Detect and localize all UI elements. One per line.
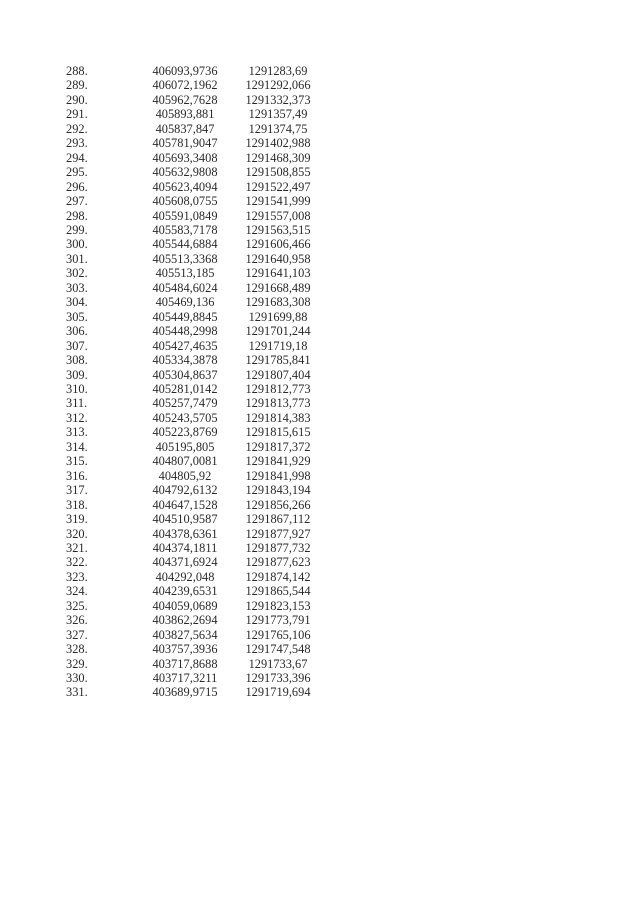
y-coordinate: 1291865,544 xyxy=(245,584,311,599)
y-coordinate: 1291668,489 xyxy=(245,280,311,295)
coordinate-table-body xyxy=(66,64,320,700)
point-number: 310. xyxy=(66,381,88,396)
table-row xyxy=(66,209,320,223)
point-number: 315. xyxy=(66,454,88,469)
table-row xyxy=(66,396,320,410)
table-row xyxy=(66,613,320,627)
x-coordinate: 403717,3211 xyxy=(152,671,218,686)
x-coordinate: 403862,2694 xyxy=(152,613,218,628)
x-coordinate: 405469,136 xyxy=(155,295,215,310)
table-row xyxy=(66,93,320,107)
x-coordinate: 404378,6361 xyxy=(152,526,218,541)
table-row xyxy=(66,685,320,699)
point-number: 322. xyxy=(66,555,88,570)
point-number: 312. xyxy=(66,410,88,425)
x-coordinate: 405544,6884 xyxy=(152,237,218,252)
y-coordinate: 1291823,153 xyxy=(245,598,311,613)
y-coordinate: 1291877,927 xyxy=(245,526,311,541)
y-coordinate: 1291812,773 xyxy=(245,381,311,396)
y-coordinate: 1291640,958 xyxy=(245,251,311,266)
point-number: 326. xyxy=(66,613,88,628)
y-coordinate: 1291719,18 xyxy=(248,338,308,353)
point-number: 302. xyxy=(66,266,88,281)
table-row xyxy=(66,570,320,584)
x-coordinate: 404805,92 xyxy=(158,468,212,483)
y-coordinate: 1291747,548 xyxy=(245,642,311,657)
point-number: 294. xyxy=(66,150,88,165)
table-row xyxy=(66,194,320,208)
point-number: 319. xyxy=(66,512,88,527)
table-row xyxy=(66,599,320,613)
table-row xyxy=(66,527,320,541)
table-row xyxy=(66,584,320,598)
x-coordinate: 404239,6531 xyxy=(152,584,218,599)
x-coordinate: 403827,5634 xyxy=(152,627,218,642)
x-coordinate: 404807,0081 xyxy=(152,454,218,469)
table-row xyxy=(66,180,320,194)
x-coordinate: 405632,9808 xyxy=(152,165,218,180)
point-number: 300. xyxy=(66,237,88,252)
point-number: 290. xyxy=(66,92,88,107)
x-coordinate: 406072,1962 xyxy=(152,78,218,93)
table-row xyxy=(66,107,320,121)
y-coordinate: 1291541,999 xyxy=(245,194,311,209)
table-row xyxy=(66,223,320,237)
y-coordinate: 1291508,855 xyxy=(245,165,311,180)
x-coordinate: 404059,0689 xyxy=(152,598,218,613)
y-coordinate: 1291843,194 xyxy=(245,483,311,498)
y-coordinate: 1291856,266 xyxy=(245,497,311,512)
y-coordinate: 1291814,383 xyxy=(245,410,311,425)
table-row xyxy=(66,237,320,251)
x-coordinate: 405623,4094 xyxy=(152,179,218,194)
point-number: 317. xyxy=(66,483,88,498)
y-coordinate: 1291468,309 xyxy=(245,150,311,165)
point-number: 293. xyxy=(66,136,88,151)
x-coordinate: 405962,7628 xyxy=(152,92,218,107)
point-number: 305. xyxy=(66,309,88,324)
x-coordinate: 405243,5705 xyxy=(152,410,218,425)
x-coordinate: 405513,3368 xyxy=(152,251,218,266)
y-coordinate: 1291719,694 xyxy=(245,685,311,700)
y-coordinate: 1291807,404 xyxy=(245,367,311,382)
table-row xyxy=(66,628,320,642)
y-coordinate: 1291283,69 xyxy=(248,64,308,78)
x-coordinate: 405427,4635 xyxy=(152,338,218,353)
table-row xyxy=(66,310,320,324)
x-coordinate: 405837,847 xyxy=(155,121,215,136)
point-number: 329. xyxy=(66,656,88,671)
x-coordinate: 405484,6024 xyxy=(152,280,218,295)
table-row xyxy=(66,425,320,439)
y-coordinate: 1291733,67 xyxy=(248,656,308,671)
y-coordinate: 1291292,066 xyxy=(245,78,311,93)
x-coordinate: 405583,7178 xyxy=(152,222,218,237)
table-row xyxy=(66,382,320,396)
x-coordinate: 403717,8688 xyxy=(152,656,218,671)
y-coordinate: 1291773,791 xyxy=(245,613,311,628)
x-coordinate: 404647,1528 xyxy=(152,497,218,512)
point-number: 323. xyxy=(66,569,88,584)
table-row xyxy=(66,136,320,150)
point-number: 313. xyxy=(66,425,88,440)
x-coordinate: 405513,185 xyxy=(155,266,215,281)
point-number: 324. xyxy=(66,584,88,599)
x-coordinate: 404371,6924 xyxy=(152,555,218,570)
table-row xyxy=(66,266,320,280)
table-row xyxy=(66,281,320,295)
point-number: 301. xyxy=(66,251,88,266)
y-coordinate: 1291606,466 xyxy=(245,237,311,252)
x-coordinate: 404374,1811 xyxy=(152,540,218,555)
point-number: 330. xyxy=(66,671,88,686)
table-row xyxy=(66,671,320,685)
y-coordinate: 1291557,008 xyxy=(245,208,311,223)
table-row xyxy=(66,541,320,555)
y-coordinate: 1291874,142 xyxy=(245,569,311,584)
y-coordinate: 1291815,615 xyxy=(245,425,311,440)
y-coordinate: 1291813,773 xyxy=(245,396,311,411)
y-coordinate: 1291733,396 xyxy=(245,671,311,686)
y-coordinate: 1291402,988 xyxy=(245,136,311,151)
table-row xyxy=(66,512,320,526)
x-coordinate: 403689,9715 xyxy=(152,685,218,700)
x-coordinate: 405591,0849 xyxy=(152,208,218,223)
x-coordinate: 405448,2998 xyxy=(152,324,218,339)
point-number: 291. xyxy=(66,107,88,122)
x-coordinate: 405893,881 xyxy=(155,107,215,122)
x-coordinate: 405608,0755 xyxy=(152,194,218,209)
point-number: 298. xyxy=(66,208,88,223)
point-number: 296. xyxy=(66,179,88,194)
y-coordinate: 1291374,75 xyxy=(248,121,308,136)
point-number: 309. xyxy=(66,367,88,382)
y-coordinate: 1291817,372 xyxy=(245,439,311,454)
point-number: 288. xyxy=(66,64,88,78)
table-row xyxy=(66,165,320,179)
point-number: 307. xyxy=(66,338,88,353)
table-row xyxy=(66,353,320,367)
y-coordinate: 1291785,841 xyxy=(245,353,311,368)
x-coordinate: 405693,3408 xyxy=(152,150,218,165)
point-number: 314. xyxy=(66,439,88,454)
table-row xyxy=(66,64,320,78)
table-row xyxy=(66,440,320,454)
table-row xyxy=(66,483,320,497)
table-row xyxy=(66,339,320,353)
point-number: 303. xyxy=(66,280,88,295)
y-coordinate: 1291699,88 xyxy=(248,309,308,324)
point-number: 318. xyxy=(66,497,88,512)
table-row xyxy=(66,295,320,309)
x-coordinate: 406093,9736 xyxy=(152,64,218,78)
table-row xyxy=(66,498,320,512)
y-coordinate: 1291765,106 xyxy=(245,627,311,642)
y-coordinate: 1291683,308 xyxy=(245,295,311,310)
point-number: 304. xyxy=(66,295,88,310)
y-coordinate: 1291357,49 xyxy=(248,107,308,122)
point-number: 331. xyxy=(66,685,88,700)
table-row xyxy=(66,469,320,483)
point-number: 308. xyxy=(66,353,88,368)
x-coordinate: 405304,8637 xyxy=(152,367,218,382)
x-coordinate: 405195,805 xyxy=(155,439,215,454)
table-row xyxy=(66,411,320,425)
y-coordinate: 1291841,998 xyxy=(245,468,311,483)
table-row xyxy=(66,642,320,656)
table-row xyxy=(66,555,320,569)
x-coordinate: 405781,9047 xyxy=(152,136,218,151)
point-number: 306. xyxy=(66,324,88,339)
y-coordinate: 1291332,373 xyxy=(245,92,311,107)
y-coordinate: 1291877,732 xyxy=(245,540,311,555)
table-row xyxy=(66,454,320,468)
y-coordinate: 1291563,515 xyxy=(245,222,311,237)
table-row xyxy=(66,151,320,165)
x-coordinate: 405223,8769 xyxy=(152,425,218,440)
y-coordinate: 1291841,929 xyxy=(245,454,311,469)
point-number: 316. xyxy=(66,468,88,483)
point-number: 292. xyxy=(66,121,88,136)
point-number: 321. xyxy=(66,540,88,555)
table-row xyxy=(66,122,320,136)
point-number: 297. xyxy=(66,194,88,209)
point-number: 327. xyxy=(66,627,88,642)
point-number: 311. xyxy=(66,396,88,411)
x-coordinate: 405257,7479 xyxy=(152,396,218,411)
table-row xyxy=(66,324,320,338)
table-row xyxy=(66,368,320,382)
point-number: 295. xyxy=(66,165,88,180)
table-row xyxy=(66,657,320,671)
y-coordinate: 1291867,112 xyxy=(245,512,311,527)
x-coordinate: 405334,3878 xyxy=(152,353,218,368)
point-number: 299. xyxy=(66,222,88,237)
point-number: 328. xyxy=(66,642,88,657)
x-coordinate: 404292,048 xyxy=(155,569,215,584)
y-coordinate: 1291522,497 xyxy=(245,179,311,194)
x-coordinate: 404792,6132 xyxy=(152,483,218,498)
coordinate-table xyxy=(66,64,320,700)
table-row xyxy=(66,252,320,266)
point-number: 325. xyxy=(66,598,88,613)
x-coordinate: 405449,8845 xyxy=(152,309,218,324)
x-coordinate: 403757,3936 xyxy=(152,642,218,657)
table-row xyxy=(66,78,320,92)
y-coordinate: 1291877,623 xyxy=(245,555,311,570)
y-coordinate: 1291641,103 xyxy=(245,266,311,281)
y-coordinate: 1291701,244 xyxy=(245,324,311,339)
x-coordinate: 405281,0142 xyxy=(152,381,218,396)
point-number: 320. xyxy=(66,526,88,541)
point-number: 289. xyxy=(66,78,88,93)
x-coordinate: 404510,9587 xyxy=(152,512,218,527)
